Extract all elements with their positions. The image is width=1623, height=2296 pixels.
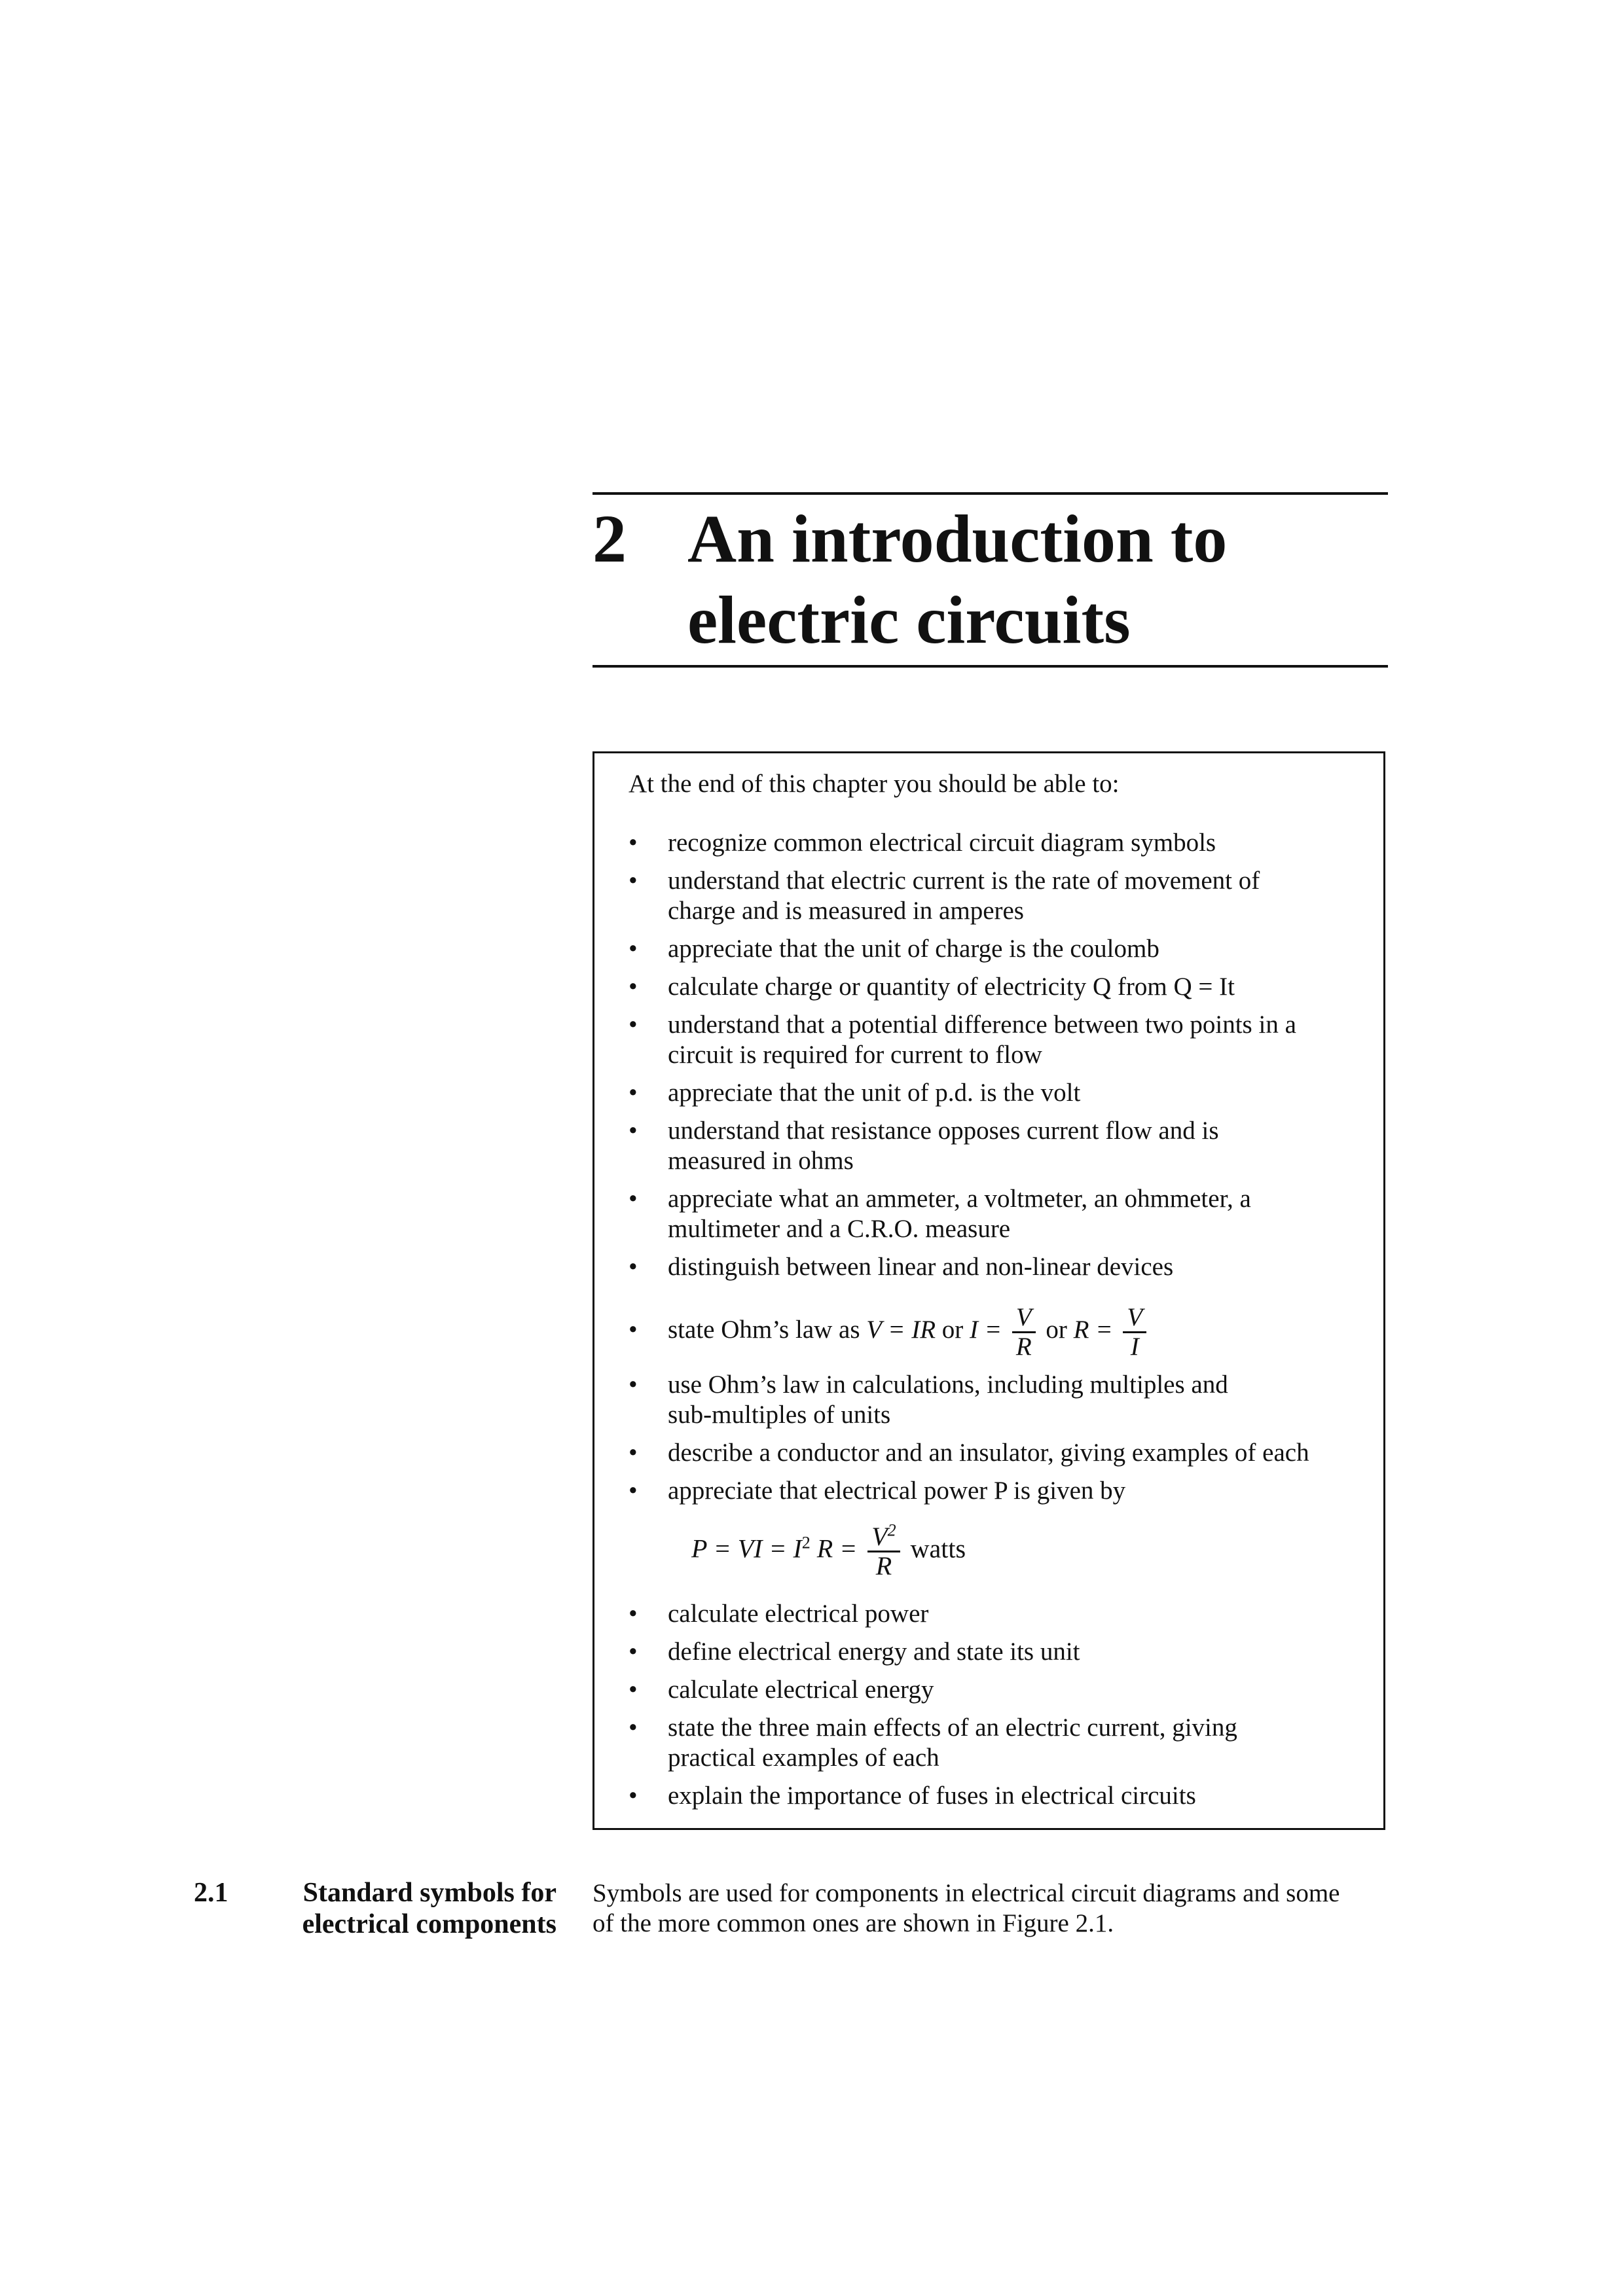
objective-text: measured in ohms [668, 1147, 854, 1175]
objectives-box [593, 751, 1385, 1830]
section-title-line: Standard symbols for [302, 1878, 556, 1908]
bullet: • [629, 973, 638, 1001]
bullet: • [629, 1079, 638, 1107]
objective-text: understand that a potential difference between two points in a [668, 1011, 1296, 1039]
bullet: • [629, 1439, 638, 1467]
section-title-line: electrical components [302, 1909, 556, 1939]
objective-text: appreciate that the unit of p.d. is the volt [668, 1079, 1081, 1107]
section-number: 2.1 [194, 1878, 228, 1908]
fraction-denominator: I [1130, 1332, 1139, 1361]
chapter-number: 2 [593, 501, 627, 577]
objective-text: sub-multiples of units [668, 1401, 891, 1429]
section-paragraph [593, 1878, 1388, 1939]
objective-text: understand that electric current is the rate of movement of [668, 867, 1260, 895]
chapter-title [687, 492, 1381, 661]
chapter-rule-bottom [593, 665, 1388, 668]
paragraph-line: of the more common ones are shown in Figure 2.1. [593, 1909, 1114, 1937]
bullet: • [629, 1477, 638, 1505]
ohms-law-current-lhs: I = [970, 1316, 1002, 1344]
bullet: • [629, 1253, 638, 1281]
bullet: • [629, 829, 638, 857]
objective-text: define electrical energy and state its unit [668, 1638, 1080, 1666]
fraction-numerator: V [1012, 1304, 1036, 1333]
bullet: • [629, 1676, 638, 1704]
chapter-title-line: electric circuits [687, 583, 1131, 658]
objective-text: describe a conductor and an insulator, giving examples of each [668, 1439, 1309, 1467]
ohms-law-or: or [941, 1316, 964, 1344]
objective-text: appreciate what an ammeter, a voltmeter, an ohmmeter, a [668, 1185, 1251, 1213]
power-formula-mid: R = [816, 1534, 858, 1564]
fraction-denominator: R [1015, 1332, 1032, 1361]
superscript: 2 [887, 1520, 896, 1540]
objective-text: multimeter and a C.R.O. measure [668, 1215, 1011, 1243]
fraction-numerator-base: V [871, 1522, 888, 1551]
section-title [249, 1877, 556, 1940]
fraction-numerator: V [1123, 1304, 1146, 1333]
superscript: 2 [801, 1533, 811, 1552]
objective-text: distinguish between linear and non-linear devices [668, 1253, 1174, 1281]
objective-text: circuit is required for current to flow [668, 1041, 1042, 1069]
power-formula [691, 1520, 966, 1581]
ohms-law-or: or [1046, 1316, 1067, 1344]
bullet: • [629, 1782, 638, 1810]
fraction-v-over-i [1123, 1304, 1146, 1361]
ohms-law-equation: V = IR [866, 1316, 936, 1344]
bullet: • [629, 1600, 638, 1628]
objectives-intro: At the end of this chapter you should be able to: [629, 770, 1120, 798]
fraction-v2-over-r [867, 1520, 900, 1581]
ohms-law-resistance-lhs: R = [1073, 1316, 1113, 1344]
objective-text: state the three main effects of an electric current, giving [668, 1713, 1237, 1742]
bullet: • [629, 1117, 638, 1145]
ohms-law-prefix: state Ohm’s law as [668, 1316, 860, 1344]
objective-text: explain the importance of fuses in electrical circuits [668, 1782, 1196, 1810]
objective-text: calculate electrical energy [668, 1676, 934, 1704]
fraction-denominator: R [875, 1551, 892, 1581]
power-unit: watts [910, 1534, 966, 1564]
chapter-title-line: An introduction to [687, 501, 1228, 577]
bullet: • [629, 1316, 638, 1344]
bullet: • [629, 1185, 638, 1213]
bullet: • [629, 1638, 638, 1666]
objective-text: practical examples of each [668, 1744, 939, 1772]
fraction-v-over-r [1012, 1304, 1036, 1361]
objective-text: charge and is measured in amperes [668, 897, 1024, 925]
objective-text: appreciate that the unit of charge is the coulomb [668, 935, 1159, 963]
objective-text: calculate electrical power [668, 1600, 929, 1628]
bullet: • [629, 867, 638, 895]
objective-text: understand that resistance opposes current flow and is [668, 1117, 1219, 1145]
power-formula-lhs: P = VI = I [691, 1534, 802, 1564]
objective-text: use Ohm’s law in calculations, including multiples and [668, 1371, 1228, 1399]
paragraph-line: Symbols are used for components in electrical circuit diagrams and some [593, 1879, 1340, 1907]
bullet: • [629, 1011, 638, 1039]
objective-text: appreciate that electrical power P is given by [668, 1477, 1126, 1505]
objective-text: calculate charge or quantity of electricity Q from Q = It [668, 973, 1235, 1001]
bullet: • [629, 935, 638, 963]
bullet: • [629, 1371, 638, 1399]
objective-text: recognize common electrical circuit diagram symbols [668, 829, 1216, 857]
fraction-numerator [867, 1520, 900, 1552]
bullet: • [629, 1713, 638, 1742]
